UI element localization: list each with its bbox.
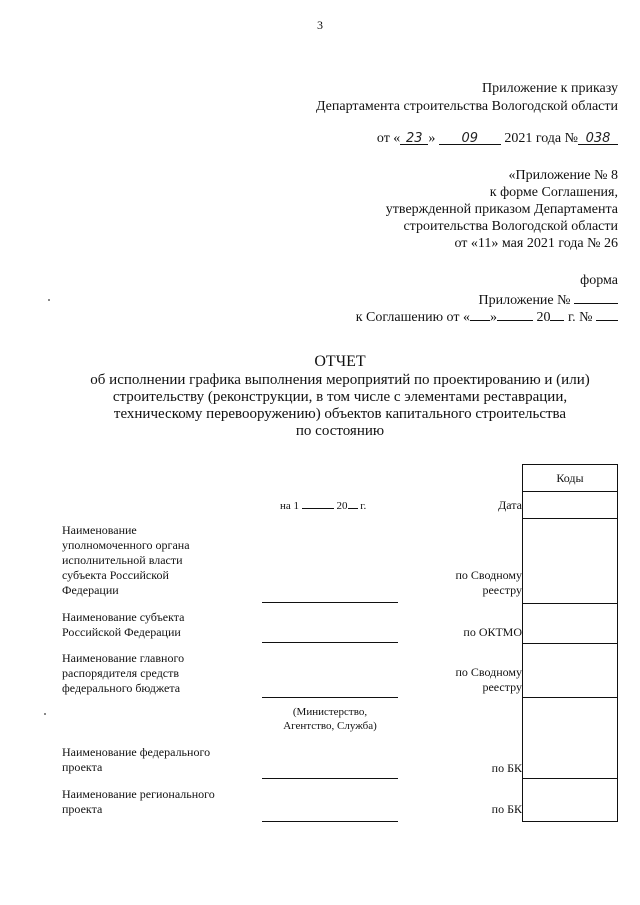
- row-code-label-regional-project: по БК: [491, 802, 522, 816]
- row-code-label-budget-manager-2: реестру: [482, 680, 522, 694]
- report-date-year: 20: [336, 500, 348, 512]
- code-cell-4: [522, 697, 618, 779]
- agreement-number-blank: [596, 306, 618, 321]
- report-title-line-2: строительству (реконструкции, в том числе с элементами реставрации,: [112, 389, 568, 405]
- code-cell-5: [522, 778, 618, 822]
- row-code-label-authority-1: по Сводному: [455, 568, 522, 582]
- annex-number-label: Приложение №: [478, 293, 571, 308]
- header-line-2: Департамента строительства Вологодской области: [315, 99, 618, 114]
- row-underline-subject: [262, 642, 398, 643]
- order-date-line: [377, 130, 618, 147]
- header-line-1: Приложение к приказу: [482, 81, 618, 96]
- annex-line-2: к форме Соглашения,: [489, 185, 618, 200]
- row-code-label-budget-manager-1: по Сводному: [455, 665, 522, 679]
- report-title-line-3: техническому перевооружению) объектов капитального строительства: [113, 406, 567, 422]
- row-label-subject: Наименование субъекта Российской Федерации: [62, 610, 185, 639]
- annex-line-4: строительства Вологодской области: [403, 219, 618, 234]
- agreement-year-blank: [550, 306, 564, 321]
- order-date-day: 23: [400, 130, 428, 145]
- agreement-tail: г. №: [567, 310, 593, 325]
- order-number: 038: [578, 130, 618, 145]
- form-word: форма: [580, 273, 618, 288]
- agreement-day-blank: [470, 306, 490, 321]
- annex-line-3: утвержденной приказом Департамента: [385, 202, 618, 217]
- date-label: Дата: [498, 498, 522, 512]
- row-label-budget-manager: Наименование главного распорядителя средств федерального бюджета: [62, 651, 185, 695]
- annex-line-5: от «11» мая 2021 года № 26: [454, 236, 618, 251]
- agreement-mid: »: [489, 310, 497, 325]
- row-underline-authority: [262, 602, 398, 603]
- code-cell-2: [522, 603, 618, 644]
- row-underline-budget-manager: [262, 697, 398, 698]
- agreement-line: [356, 306, 618, 326]
- row-label-regional-project: Наименование регионального проекта: [62, 787, 215, 816]
- report-date-line: [280, 498, 366, 512]
- ministry-note-line-1: (Министерство,: [292, 706, 368, 718]
- report-title-line-4: по состоянию: [295, 423, 385, 439]
- code-cell-1: [522, 518, 618, 604]
- report-date-prefix: на 1: [280, 500, 300, 512]
- agreement-year: 20: [536, 310, 551, 325]
- report-date-tail: г.: [360, 500, 367, 512]
- date-code-cell: [522, 491, 618, 519]
- agreement-prefix: к Соглашению от «: [355, 310, 470, 325]
- ministry-note-line-2: Агентство, Служба): [283, 720, 377, 732]
- order-date-prefix: от «: [376, 131, 401, 146]
- page-number: 3: [317, 18, 323, 32]
- scan-speck: [44, 713, 46, 715]
- row-label-federal-project: Наименование федерального проекта: [62, 745, 211, 774]
- scan-speck: [48, 299, 50, 301]
- report-heading: ОТЧЕТ: [314, 353, 366, 370]
- order-date-month: 09: [439, 130, 501, 145]
- ministry-note: [262, 705, 398, 733]
- row-code-label-subject: по ОКТМО: [463, 625, 522, 639]
- report-date-blank: [302, 498, 334, 509]
- order-date-year: 2021 года №: [504, 131, 578, 146]
- report-title-line-1: об исполнении графика выполнения мероприятий по проектированию и (или): [90, 372, 590, 388]
- codes-header-cell: Коды: [522, 464, 618, 492]
- row-underline-regional-project: [262, 821, 398, 822]
- report-year-blank: [348, 498, 358, 509]
- row-code-label-authority-2: реестру: [482, 583, 522, 597]
- annex-number-blank: [574, 289, 618, 304]
- code-cell-3: [522, 643, 618, 698]
- order-date-mid: »: [428, 131, 436, 146]
- agreement-month-blank: [497, 306, 533, 321]
- row-label-authority: Наименование уполномоченного органа исполнительной власти субъекта Российской Федерации: [62, 523, 190, 597]
- row-underline-federal-project: [262, 778, 398, 779]
- row-code-label-federal-project: по БК: [491, 761, 522, 775]
- annex-line-1: «Приложение № 8: [508, 168, 618, 183]
